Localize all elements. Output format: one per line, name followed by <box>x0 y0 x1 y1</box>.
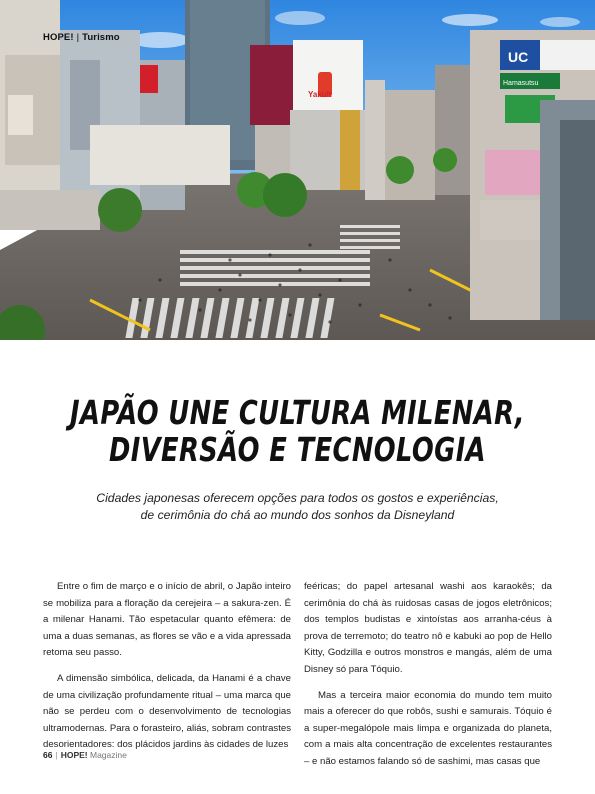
uc-sign: UC <box>508 49 529 65</box>
body-paragraph: Mas a terceira maior economia do mundo tem muito mais a oferecer do que robôs, sushi e samurais. Tóquio é a super-megalópole mais limpa e organizada do planeta, com a mais alta concentração de excelentes restaurantes – e não estamos falando só de sashimi, mas casas que <box>304 689 552 767</box>
brand-label: HOPE! <box>43 32 74 43</box>
hamasutsu-sign: Hamasutsu <box>503 80 539 87</box>
page-footer <box>43 750 127 760</box>
body-paragraph: A dimensão simbólica, delicada, da Hanami é a chave de uma civilização profundamente ritual – uma marca que não se perdeu com o desenvolvimento de tecnologias ultramodernas. Para o forasteiro, aliás, sobram contrastes desorientadores: dos plácidos jardins às cidades de luzes <box>43 672 291 751</box>
article-title <box>65 394 529 468</box>
article-subtitle-line-2: de cerimônia do chá ao mundo dos sonhos da Disneyland <box>140 507 455 522</box>
body-column-right <box>304 579 552 780</box>
body-column-left <box>43 579 291 763</box>
hero-photo <box>0 0 595 340</box>
footer-separator: | <box>55 750 58 760</box>
section-separator: | <box>76 32 80 43</box>
article-title-line-2: DIVERSÃO E TECNOLOGIA <box>109 430 486 469</box>
article-title-line-1: JAPÃO UNE CULTURA MILENAR, <box>70 393 525 432</box>
article-subtitle-line-1: Cidades japonesas oferecem opções para todos os gostos e experiências, <box>96 491 499 505</box>
body-paragraph: Entre o fim de março e o início de abril, o Japão inteiro se mobiliza para a floração da cerejeira – a sakura-zen. É a milenar Hanami. Tão espetacular quanto efêmera: de uma a duas semanas, as flores se vão e a vida apressada retoma seu passo. <box>43 581 291 659</box>
yakult-sign: Yakult <box>308 90 332 99</box>
article-subtitle <box>60 490 535 523</box>
body-paragraph: feéricas; do papel artesanal washi aos karaokês; da cerimônia do chá às ruidosas casas de jogos eletrônicos; dos templos budistas e xintoístas aos arranha-céus à prova de terremoto; do teatro nô e kabuki ao pop de Hello Kitty, Godzilla e outros monstros e mangás, além de uma Disney só para Tóquio. <box>304 581 552 675</box>
magazine-suffix: Magazine <box>89 750 127 760</box>
shibuya-crossing-image <box>0 0 595 340</box>
section-label: Turismo <box>82 32 120 43</box>
magazine-name: HOPE! <box>60 750 88 760</box>
section-tag <box>43 32 120 43</box>
page-number: 66 <box>43 750 53 760</box>
